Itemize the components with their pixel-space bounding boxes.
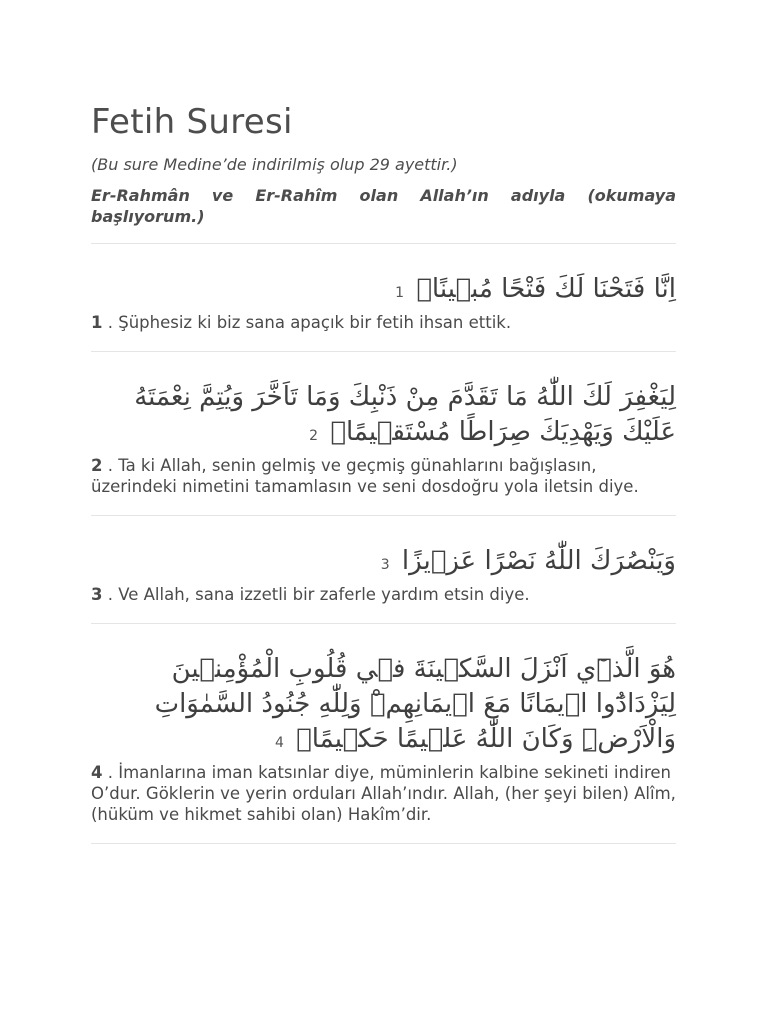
arabic-text: اِنَّا فَتَحْنَا لَكَ فَتْحًا مُب۪ينًاۙ [416, 274, 676, 304]
verse-block-3 [91, 516, 676, 624]
verse-number: 2 [91, 456, 103, 475]
arabic-verse-number: 4 [274, 735, 284, 751]
arabic-verse [91, 272, 676, 311]
verse-translation [91, 312, 676, 333]
verse-translation [91, 455, 676, 497]
basmala-text: Er-Rahmân ve Er-Rahîm olan Allah’ın adıyla (okumaya başlıyorum.) [91, 186, 676, 226]
verse-translation [91, 584, 676, 605]
verse-block-1 [91, 244, 676, 352]
verse-translation [91, 762, 676, 825]
document-page [91, 100, 676, 844]
arabic-text: هُوَ الَّذ۪ٓي اَنْزَلَ السَّك۪ينَةَ ف۪ي قُلُوبِ الْمُؤْمِن۪ينَ لِيَزْدَادُٓوا ا۪يمَانًا مَعَ ا۪يمَانِهِمْۜ وَلِلّٰهِ جُنُودُ السَّمٰوَاتِ وَالْاَرْضِۜ وَكَانَ اللّٰهُ عَل۪يمًا حَك۪يمًاۙ [154, 654, 676, 754]
translation-text: . Ve Allah, sana izzetli bir zaferle yardım etsin diye. [107, 585, 530, 604]
page-title: Fetih Suresi [91, 102, 293, 142]
arabic-text: لِيَغْفِرَ لَكَ اللّٰهُ مَا تَقَدَّمَ مِنْ ذَنْبِكَ وَمَا تَاَخَّرَ وَيُتِمَّ نِعْمَتَهُ عَلَيْكَ وَيَهْدِيَكَ صِرَاطًا مُسْتَق۪يمًاۙ [134, 382, 676, 447]
translation-text: . Ta ki Allah, senin gelmiş ve geçmiş günahlarını bağışlasın, üzerindeki nimetini tamamlasın ve seni dosdoğru yola iletsin diye. [91, 456, 639, 496]
verse-block-4 [91, 624, 676, 844]
arabic-verse-number: 1 [395, 285, 405, 301]
translation-text: . İmanlarına iman katsınlar diye, müminlerin kalbine sekineti indiren O’dur. Göklerin ve yerin orduları Allah’ındır. Allah, (her şeyi bilen) Alîm, (hüküm ve hikmet sahibi olan) Hakîm’dir. [91, 763, 676, 824]
surah-subtitle: (Bu sure Medine’de indirilmiş olup 29 ayettir.) [91, 155, 458, 174]
arabic-verse-number: 3 [380, 557, 390, 573]
verse-block-2 [91, 352, 676, 516]
arabic-verse [91, 652, 676, 761]
translation-text: . Şüphesiz ki biz sana apaçık bir fetih ihsan ettik. [107, 313, 512, 332]
arabic-verse [91, 544, 676, 583]
arabic-text: وَيَنْصُرَكَ اللّٰهُ نَصْرًا عَز۪يزًا [401, 546, 676, 576]
verse-number: 3 [91, 585, 103, 604]
verse-number: 1 [91, 313, 103, 332]
arabic-verse-number: 2 [309, 428, 319, 444]
arabic-verse [91, 380, 676, 454]
verse-number: 4 [91, 763, 103, 782]
